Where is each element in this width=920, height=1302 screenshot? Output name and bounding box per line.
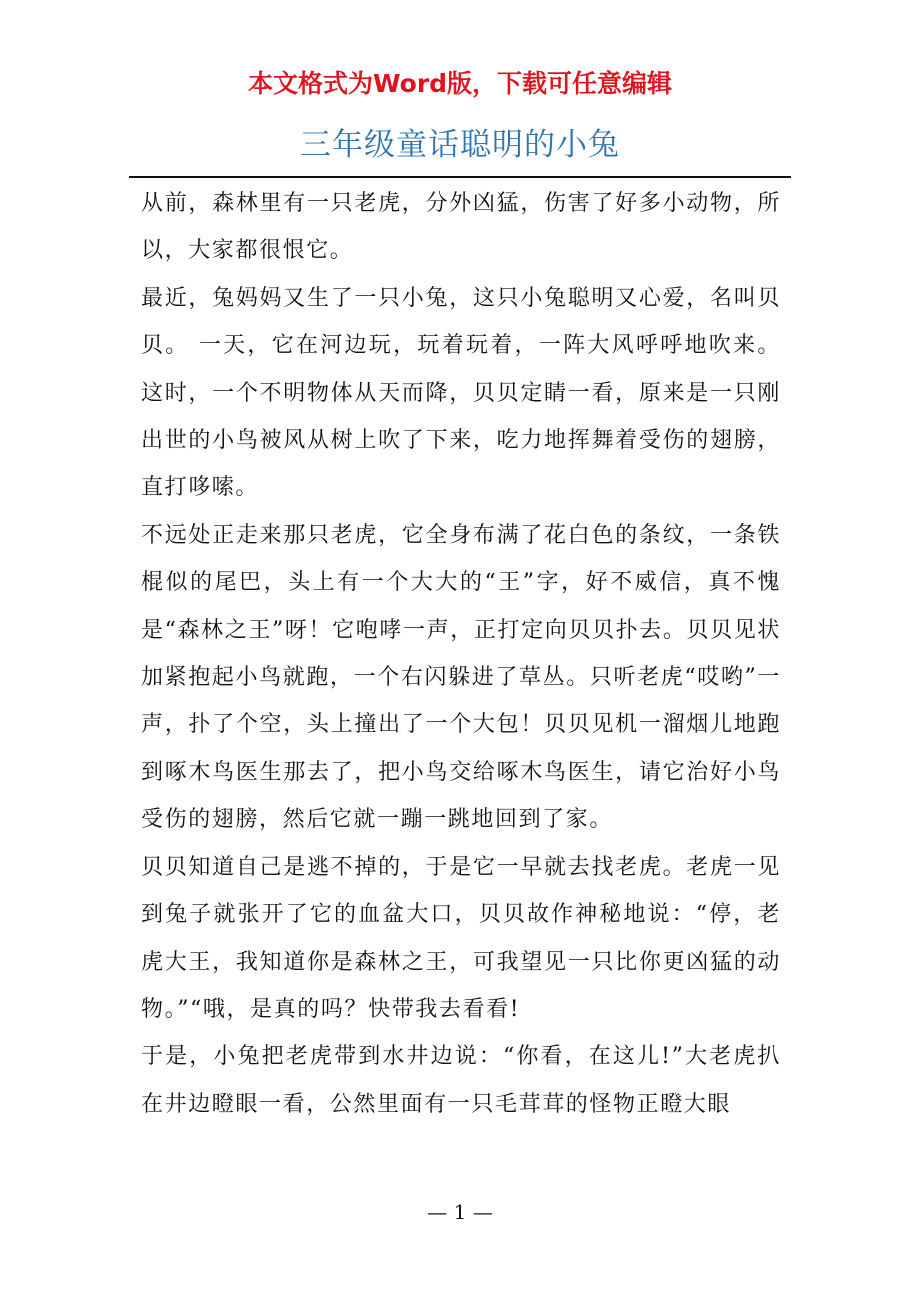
paragraph: 不远处正走来那只老虎，它全身布满了花白色的条纹，一条铁棍似的尾巴，头上有一个大大的“王”字，好不威信，真不愧是“森林之王”呀！它咆哮一声，正打定向贝贝扑去。贝贝见状加紧抱起小鸟就跑，一个右闪躲进了草丛。只听老虎“哎哟”一声，扑了个空，头上撞出了一个大包！贝贝见机一溜烟儿地跑到啄木鸟医生那去了，把小鸟交给啄木鸟医生，请它治好小鸟受伤的翅膀，然后它就一蹦一跳地回到了家。 <box>141 522 781 833</box>
paragraph: 于是，小兔把老虎带到水井边说：“你看，在这儿!”大老虎扒在井边瞪眼一看，公然里面有一只毛茸茸的怪物正瞪大眼 <box>141 1044 781 1117</box>
paragraph: 从前，森林里有一只老虎，分外凶猛，伤害了好多小动物，所以，大家都很恨它。 <box>141 191 781 264</box>
page-number: — 1 — <box>427 1200 493 1224</box>
paragraph: 贝贝知道自己是逃不掉的，于是它一早就去找老虎。老虎一见到兔子就张开了它的血盆大口，贝贝故作神秘地说：“停，老虎大王，我知道你是森林之王，可我望见一只比你更凶猛的动物。”“哦，是真的吗？快带我去看看! <box>141 854 781 1022</box>
title-divider <box>129 176 791 178</box>
page-title: 三年级童话聪明的小兔 <box>300 127 620 163</box>
paragraph: 最近，兔妈妈又生了一只小兔，这只小兔聪明又心爱，名叫贝贝。 一天，它在河边玩，玩着玩着，一阵大风呼呼地吹来。这时，一个不明物体从天而降，贝贝定睛一看，原来是一只刚出世的小鸟被风从树上吹了下来，吃力地挥舞着受伤的翅膀，直打哆嗦。 <box>141 285 781 501</box>
format-notice: 本文格式为Word版，下载可任意编辑 <box>247 69 673 98</box>
story-body <box>141 180 781 1128</box>
